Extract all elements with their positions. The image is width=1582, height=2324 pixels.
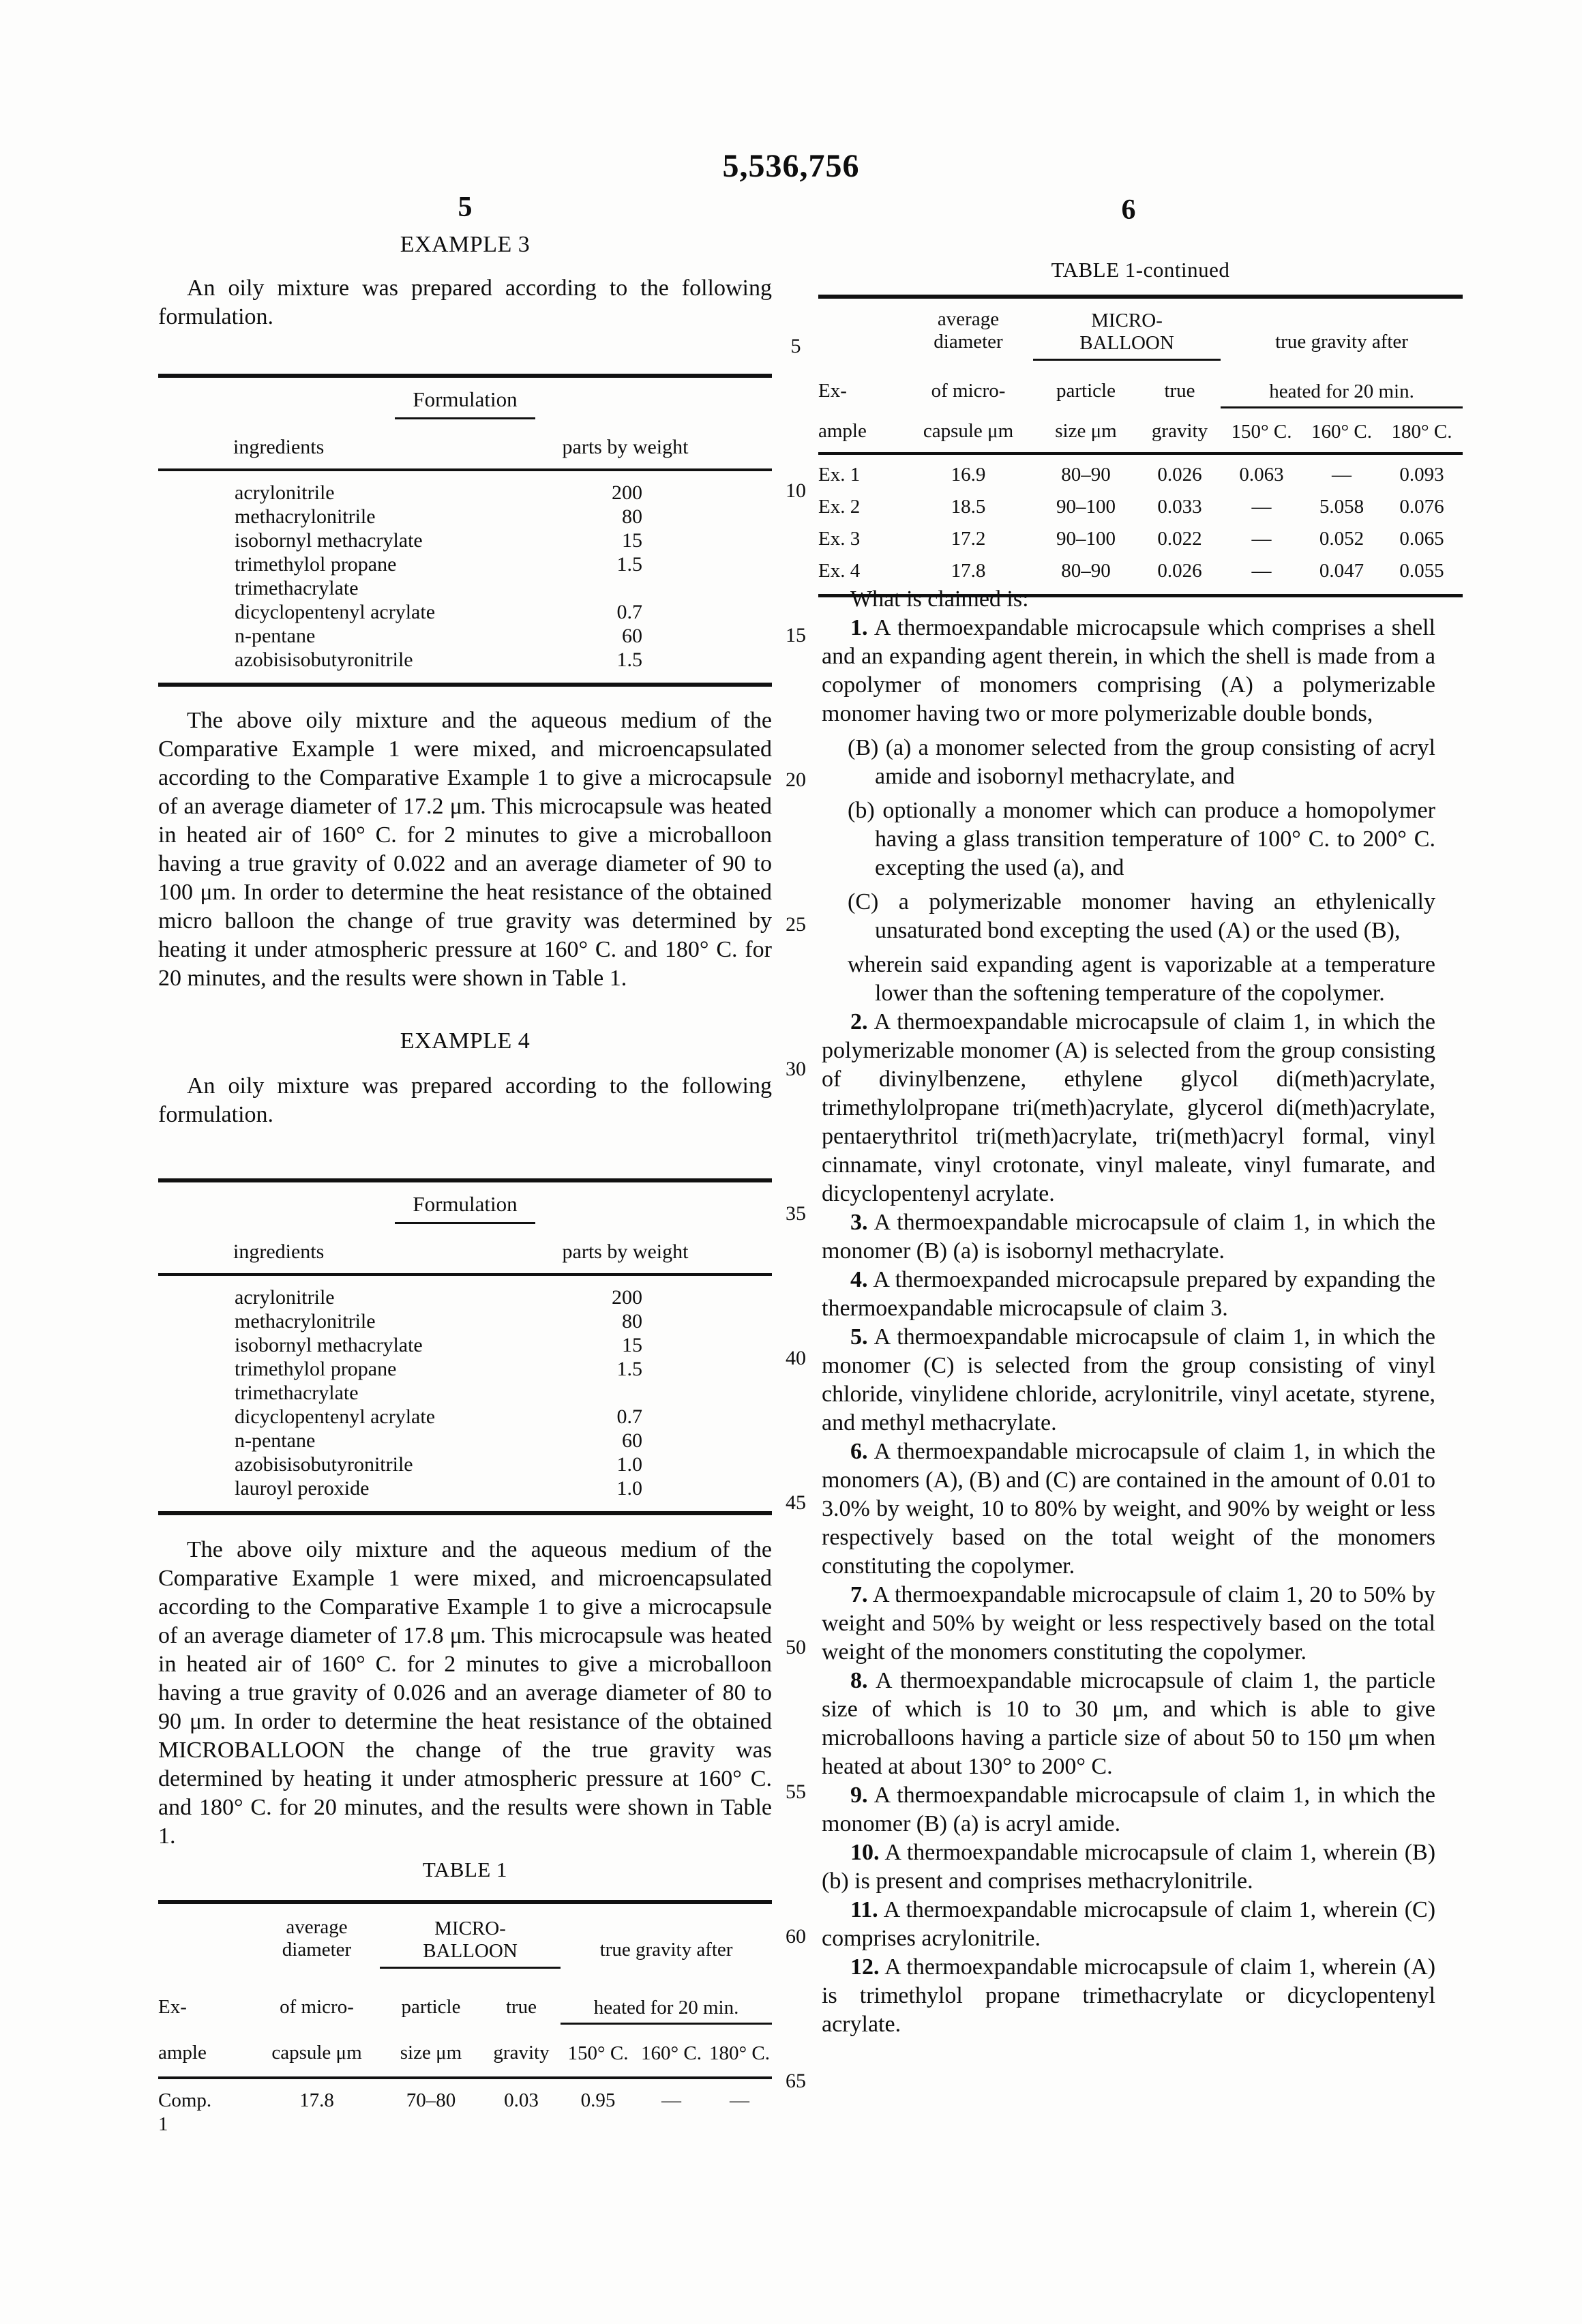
cell-average-diameter: 17.2 — [951, 528, 986, 550]
results-header-row-1 — [158, 1902, 772, 1967]
claim-1-sub-B: (B) (a) a monomer selected from the group consisting of acryl amide and isobornyl methacrylate, and — [848, 735, 1435, 789]
header-size-um: size μm — [1033, 408, 1139, 454]
cell-example: Comp. 1 — [158, 2089, 212, 2135]
claim-1-sub-C: (C) a polymerizable monomer having an ethylenically unsaturated bond excepting the used (A) or the used (B), — [848, 889, 1435, 943]
header-160c: 160° C. — [636, 2024, 707, 2079]
formulation-title: Formulation — [395, 1192, 535, 1224]
cell-true-gravity: 0.026 — [1157, 464, 1202, 486]
cell-true-gravity: 0.03 — [504, 2089, 539, 2111]
header-balloon: BALLOON — [423, 1939, 518, 1962]
spacer-cell — [158, 1902, 254, 1967]
example-3-heading: EXAMPLE 3 — [400, 232, 531, 257]
ingredient-parts: 200 — [612, 1286, 642, 1309]
claim-1-wherein: wherein said expanding agent is vaporizable at a temperature lower than the softening temperature of the copolymer. — [848, 952, 1435, 1006]
line-number: 40 — [786, 1347, 806, 1369]
ingredient-name: lauroyl peroxide — [235, 1477, 370, 1500]
cell-180c: — — [730, 2089, 750, 2111]
ingredient-parts: 1.0 — [616, 1453, 642, 1476]
table-1 — [158, 1900, 772, 2136]
claim — [822, 1266, 1435, 1323]
header-true-gravity-after: true gravity after — [599, 1939, 733, 1961]
column-header-parts-by-weight: parts by weight — [562, 1240, 689, 1263]
claim — [822, 1581, 1435, 1667]
ingredient-parts: 15 — [622, 529, 642, 552]
claim-number: 5. — [850, 1324, 868, 1350]
header-capsule-um: capsule μm — [254, 2024, 380, 2079]
claim-text: A thermoexpandable microcapsule of claim 1, 20 to 50% by weight and 50% by weight or less respectively based on the total weight of the monomers constituting the copolymer. — [822, 1582, 1435, 1665]
formulation-title: Formulation — [395, 387, 535, 419]
header-ample: ample — [158, 2024, 254, 2079]
header-true-gravity-after: true gravity after — [1275, 331, 1408, 353]
column-number-right: 6 — [1121, 194, 1136, 226]
ingredient-parts: 200 — [612, 481, 642, 504]
line-number: 35 — [786, 1202, 806, 1225]
claim-text: A thermoexpandable microcapsule of claim 1, in which the monomers (A), (B) and (C) are contained in the amount of 0.01 to 3.0% by weight, 10 to 80% by weight, and 90% by weight or less respectively based on the total weight of the monomers constituting the copolymer. — [822, 1439, 1436, 1579]
cell-150c: 0.063 — [1239, 464, 1284, 486]
ingredient-parts: 15 — [622, 1334, 642, 1356]
cell-160c: — — [1332, 464, 1352, 486]
header-160c: 160° C. — [1302, 408, 1381, 454]
line-number: 20 — [786, 769, 806, 791]
formulation-row — [158, 1285, 772, 1309]
claim — [822, 1008, 1435, 1208]
header-microballoon — [1033, 297, 1221, 359]
claim-number: 3. — [850, 1210, 868, 1235]
line-number: 55 — [786, 1781, 806, 1803]
ingredient-name: dicyclopentenyl acrylate — [235, 1405, 436, 1428]
cell-150c: 0.95 — [580, 2089, 616, 2111]
header-capsule-um: capsule μm — [904, 408, 1033, 454]
cell-particle-size: 70–80 — [406, 2089, 456, 2111]
ingredient-parts: 1.5 — [616, 649, 642, 671]
results-header-row-2 — [158, 1967, 772, 2024]
claim-1-number: 1. — [850, 615, 868, 640]
header-ample: ample — [818, 408, 904, 454]
claim — [822, 1437, 1435, 1581]
ingredient-parts — [479, 576, 772, 600]
cell-average-diameter: 17.8 — [299, 2089, 334, 2111]
cell-particle-size: 90–100 — [1056, 496, 1116, 518]
cell-example: Ex. 1 — [818, 464, 861, 486]
claim-text: A thermoexpandable microcapsule of claim 1, in which the monomer (B) (a) is isobornyl methacrylate. — [822, 1210, 1436, 1264]
claim-text: A thermoexpandable microcapsule of claim 1, in which the monomer (B) (a) is acryl amide. — [822, 1783, 1436, 1836]
ingredient-parts: 0.7 — [616, 1405, 642, 1428]
claim-text: A thermoexpandable microcapsule of claim 1, wherein (A) is trimethylol propane trimethacrylate or dicyclopentenyl acrylate. — [822, 1954, 1436, 2037]
claim-number: 11. — [850, 1897, 878, 1922]
claim-number: 2. — [850, 1009, 868, 1034]
cell-example: Ex. 4 — [818, 560, 861, 582]
header-balloon: BALLOON — [1079, 331, 1174, 354]
claim-text: A thermoexpandable microcapsule of claim 1, in which the monomer (C) is selected from the group consisting of vinyl chloride, vinylidene chloride, acrylonitrile, vinyl acetate, styrene, and methyl methacrylate. — [822, 1324, 1436, 1435]
formulation-rows — [158, 471, 772, 683]
cell-150c: — — [1251, 560, 1272, 582]
table-1-continued — [818, 295, 1463, 597]
example-3-intro: An oily mixture was prepared according to the following formulation. — [158, 275, 772, 329]
header-150c: 150° C. — [1221, 408, 1302, 454]
ingredient-name: trimethacrylate — [235, 1382, 359, 1404]
claim — [822, 1896, 1435, 1953]
formulation-row — [158, 552, 772, 576]
header-diameter: diameter — [282, 1939, 352, 1961]
header-gravity: gravity — [482, 2024, 561, 2079]
ingredient-name: acrylonitrile — [235, 481, 335, 504]
formulation-row — [158, 505, 772, 528]
results-header-row-2 — [818, 359, 1463, 408]
line-number: 30 — [786, 1058, 806, 1080]
header-microballoon — [380, 1902, 561, 1967]
claims-list — [822, 1008, 1435, 2039]
claim-1-text: A thermoexpandable microcapsule which comprises a shell and an expanding agent therein, in which the shell is made from a copolymer of monomers comprising (A) a polymerizable monomer having two or more polymerizable double bonds, — [822, 615, 1435, 726]
ingredient-parts: 60 — [622, 1429, 642, 1452]
ingredient-name: trimethylol propane — [235, 553, 397, 576]
ingredient-name: acrylonitrile — [235, 1286, 335, 1309]
ingredient-parts: 60 — [622, 625, 642, 647]
ingredient-name: trimethylol propane — [235, 1358, 397, 1380]
column-header-parts-by-weight: parts by weight — [562, 436, 689, 458]
formulation-row — [158, 481, 772, 505]
claim-number: 12. — [850, 1954, 880, 1980]
example-4-body: The above oily mixture and the aqueous medium of the Comparative Example 1 were mixed, and microencapsulated according to the Comparative Example 1 to give a microcapsule of an average diameter of 17.8 μm. This microcapsule was heated in heated air of 160° C. for 2 minutes to give a microballoon having a true gravity of 0.026 and an average diameter of 80 to 90 μm. In order to determine the heat resistance of the obtained MICROBALLOON the change of the true gravity was determined by heating it under atmospheric pressure at 160° C. and 180° C. for 20 minutes, and the results were shown in Table 1. — [158, 1537, 772, 1849]
cell-average-diameter: 17.8 — [951, 560, 986, 582]
formulation-row — [158, 528, 772, 552]
header-heated-20-min: heated for 20 min. — [561, 1967, 772, 2024]
ingredient-parts: 0.7 — [616, 601, 642, 623]
header-micro: MICRO- — [1091, 309, 1163, 331]
header-particle: particle — [401, 1995, 461, 2018]
cell-example: Ex. 3 — [818, 528, 861, 550]
cell-true-gravity: 0.022 — [1157, 528, 1202, 550]
ingredient-name: n-pentane — [235, 1429, 316, 1452]
formulation-row — [158, 1309, 772, 1333]
claim — [822, 1323, 1435, 1437]
ingredient-parts: 1.5 — [616, 1358, 642, 1380]
ingredient-name: dicyclopentenyl acrylate — [235, 601, 436, 623]
spacer-cell — [818, 297, 904, 359]
cell-160c: 0.047 — [1319, 560, 1364, 582]
cell-example: Ex. 2 — [818, 496, 861, 518]
header-180c: 180° C. — [707, 2024, 772, 2079]
cell-180c: 0.055 — [1399, 560, 1444, 582]
formulation-row — [158, 1429, 772, 1452]
line-number: 5 — [790, 335, 801, 357]
header-180c: 180° C. — [1381, 408, 1463, 454]
header-true: true — [1164, 379, 1195, 402]
column-number-left: 5 — [458, 192, 473, 223]
ingredient-parts: 1.5 — [616, 553, 642, 576]
example-4-heading: EXAMPLE 4 — [400, 1028, 531, 1054]
claim-number: 4. — [850, 1267, 868, 1292]
cell-180c: 0.093 — [1399, 464, 1444, 486]
claim-1-sub-b-optional: (b) optionally a monomer which can produce a homopolymer having a glass transition temperature of 100° C. to 200° C. excepting the used (a), and — [848, 798, 1435, 880]
gutter-line-numbers — [773, 336, 818, 2215]
claim-text: A thermoexpanded microcapsule prepared by expanding the thermoexpandable microcapsule of claim 3. — [822, 1267, 1436, 1321]
header-average-diameter — [254, 1902, 380, 1967]
formulation-row — [158, 1357, 772, 1381]
formulation-title-row — [158, 1182, 772, 1232]
claim-1 — [822, 614, 1435, 728]
results-data-row — [158, 2078, 772, 2136]
header-average-diameter — [904, 297, 1033, 359]
ingredient-name: n-pentane — [235, 625, 316, 647]
line-number: 65 — [786, 2070, 806, 2092]
header-average: average — [937, 308, 1000, 330]
ingredient-name: methacrylonitrile — [235, 1310, 376, 1332]
claim-text: A thermoexpandable microcapsule of claim 1, the particle size of which is 10 to 30 μm, and which is able to give microballoons having a particle size of about 50 to 150 μm when heated at about 130° to 200° C. — [822, 1668, 1435, 1779]
results-data-row — [818, 487, 1463, 519]
claim-text: A thermoexpandable microcapsule of claim 1, wherein (C) comprises acrylonitrile. — [822, 1897, 1436, 1951]
formulation-row — [158, 624, 772, 648]
ingredient-parts: 80 — [622, 1310, 642, 1332]
formulation-row — [158, 576, 772, 600]
claim — [822, 1953, 1435, 2039]
header-of-micro: of micro- — [280, 1995, 354, 2018]
header-ex: Ex- — [158, 1995, 187, 2018]
cell-160c: 5.058 — [1319, 496, 1364, 518]
claim-number: 9. — [850, 1783, 868, 1808]
claim-text: A thermoexpandable microcapsule of claim 1, in which the polymerizable monomer (A) is selected from the group consisting of divinylbenzene, ethylene glycol di(meth)acrylate, trimethylolpropane tri(meth)acrylate, glycerol di(meth)acrylate, pentaerythritol tri(meth)acrylate, tri(meth)acryl formal, vinyl cinnamate, vinyl crotonate, vinyl maleate, vinyl fumarate, and dicyclopentenyl acrylate. — [822, 1009, 1436, 1206]
results-data-row — [818, 519, 1463, 551]
cell-150c: — — [1251, 528, 1272, 550]
formulation-row — [158, 600, 772, 624]
header-150c: 150° C. — [561, 2024, 636, 2079]
cell-average-diameter: 16.9 — [951, 464, 986, 486]
cell-average-diameter: 18.5 — [951, 496, 986, 518]
claims-intro: What is claimed is: — [850, 586, 1029, 612]
header-diameter: diameter — [934, 331, 1003, 353]
claim — [822, 1667, 1435, 1781]
claim — [822, 1781, 1435, 1838]
formulation-header — [158, 1232, 772, 1276]
ingredient-parts — [479, 1381, 772, 1405]
cell-160c: — — [661, 2089, 682, 2111]
header-true: true — [505, 1995, 537, 2018]
cell-particle-size: 90–100 — [1056, 528, 1116, 550]
patent-number: 5,536,756 — [722, 148, 860, 184]
column-header-ingredients: ingredients — [233, 1240, 325, 1263]
ingredient-parts: 80 — [622, 505, 642, 528]
formulation-rows — [158, 1276, 772, 1511]
ingredient-parts: 1.0 — [616, 1477, 642, 1500]
claims-section — [822, 585, 1435, 2039]
claim-number: 6. — [850, 1439, 868, 1464]
ingredient-name: isobornyl methacrylate — [235, 529, 423, 552]
header-gravity: gravity — [1139, 408, 1221, 454]
ingredient-name: azobisisobutyronitrile — [235, 649, 413, 671]
formulation-table-example-3 — [158, 374, 772, 687]
header-size-um: size μm — [380, 2024, 482, 2079]
example-3-body: The above oily mixture and the aqueous medium of the Comparative Example 1 were mixed, and microencapsulated according to the Comparative Example 1 to give a microcapsule of an average diameter of 17.2 μm. This microcapsule was heated in heated air of 160° C. for 2 minutes to give a microballoon having a true gravity of 0.022 and an average diameter of 90 to 100 μm. In order to determine the heat resistance of the obtained micro balloon the change of true gravity was determined by heating it under atmospheric pressure at 160° C. and 180° C. for 20 minutes, and the results were shown in Table 1. — [158, 708, 772, 991]
cell-true-gravity: 0.033 — [1157, 496, 1202, 518]
cell-180c: 0.076 — [1399, 496, 1444, 518]
line-number: 50 — [786, 1636, 806, 1658]
cell-160c: 0.052 — [1319, 528, 1364, 550]
line-number: 25 — [786, 913, 806, 936]
cell-180c: 0.065 — [1399, 528, 1444, 550]
claim-number: 8. — [850, 1668, 868, 1693]
header-particle: particle — [1056, 379, 1116, 402]
example-4-intro: An oily mixture was prepared according to the following formulation. — [158, 1073, 772, 1127]
cell-true-gravity: 0.026 — [1157, 560, 1202, 582]
cell-particle-size: 80–90 — [1061, 560, 1111, 582]
claim-number: 10. — [850, 1840, 880, 1865]
ingredient-name: trimethacrylate — [235, 577, 359, 599]
line-number: 15 — [786, 624, 806, 646]
results-header-row-1 — [818, 297, 1463, 359]
header-heated-20-min: heated for 20 min. — [1221, 359, 1463, 408]
formulation-row — [158, 1333, 772, 1357]
line-number: 45 — [786, 1491, 806, 1514]
table-1-title: TABLE 1 — [422, 1858, 508, 1881]
header-of-micro: of micro- — [931, 379, 1006, 402]
header-ex: Ex- — [818, 379, 847, 402]
header-micro: MICRO- — [434, 1917, 506, 1939]
results-data-row — [818, 453, 1463, 487]
formulation-table-example-4 — [158, 1178, 772, 1515]
results-header-row-3 — [818, 408, 1463, 454]
line-number: 10 — [786, 479, 806, 502]
formulation-header — [158, 428, 772, 471]
formulation-row — [158, 1476, 772, 1500]
formulation-title-row — [158, 378, 772, 428]
formulation-row — [158, 1405, 772, 1429]
claim — [822, 1838, 1435, 1896]
line-number: 60 — [786, 1925, 806, 1948]
ingredient-name: azobisisobutyronitrile — [235, 1453, 413, 1476]
cell-150c: — — [1251, 496, 1272, 518]
formulation-row — [158, 1381, 772, 1405]
claim-text: A thermoexpandable microcapsule of claim 1, wherein (B) (b) is present and comprises methacrylonitrile. — [822, 1840, 1436, 1894]
ingredient-name: methacrylonitrile — [235, 505, 376, 528]
claim-number: 7. — [850, 1582, 868, 1607]
formulation-row — [158, 648, 772, 672]
results-header-row-3 — [158, 2024, 772, 2079]
table-1-continued-title: TABLE 1-continued — [1051, 258, 1230, 282]
ingredient-name: isobornyl methacrylate — [235, 1334, 423, 1356]
header-average: average — [286, 1916, 348, 1938]
cell-particle-size: 80–90 — [1061, 464, 1111, 486]
column-header-ingredients: ingredients — [233, 436, 325, 458]
formulation-row — [158, 1452, 772, 1476]
claim — [822, 1208, 1435, 1266]
